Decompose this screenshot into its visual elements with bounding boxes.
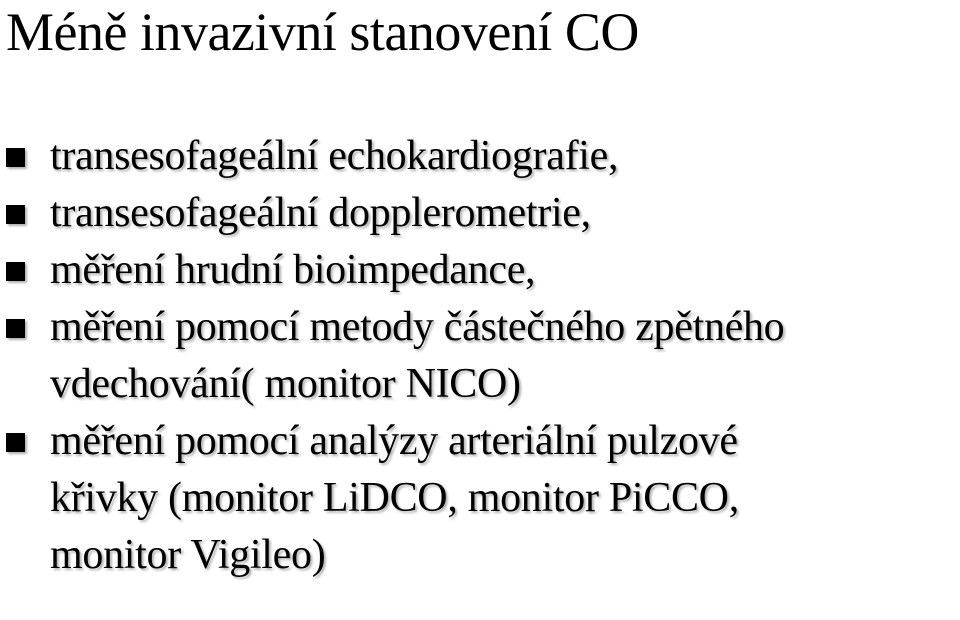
bullet-line: vdechování( monitor NICO) — [50, 361, 521, 407]
square-bullet-icon — [6, 205, 25, 224]
list-item — [0, 299, 960, 413]
bullet-text — [50, 185, 960, 242]
bullet-text — [50, 128, 960, 185]
list-item — [0, 185, 960, 242]
list-item — [0, 128, 960, 185]
bullet-text — [50, 413, 960, 584]
bullet-list — [0, 128, 960, 584]
bullet-text — [50, 242, 960, 299]
slide-title: Méně invazivní stanovení CO — [6, 2, 639, 62]
bullet-line: křivky (monitor LiDCO, monitor PiCCO, — [50, 475, 739, 521]
square-bullet-icon — [6, 262, 25, 281]
square-bullet-icon — [6, 433, 25, 452]
list-item — [0, 413, 960, 584]
bullet-line: monitor Vigileo) — [50, 532, 326, 578]
bullet-line: měření pomocí analýzy arteriální pulzové — [50, 418, 738, 464]
bullet-line: měření pomocí metody částečného zpětného — [50, 304, 785, 350]
bullet-text — [50, 299, 960, 413]
bullet-line: transesofageální echokardiografie, — [50, 133, 619, 179]
bullet-line: transesofageální dopplerometrie, — [50, 190, 591, 236]
bullet-line: měření hrudní bioimpedance, — [50, 247, 536, 293]
square-bullet-icon — [6, 148, 25, 167]
square-bullet-icon — [6, 319, 25, 338]
list-item — [0, 242, 960, 299]
